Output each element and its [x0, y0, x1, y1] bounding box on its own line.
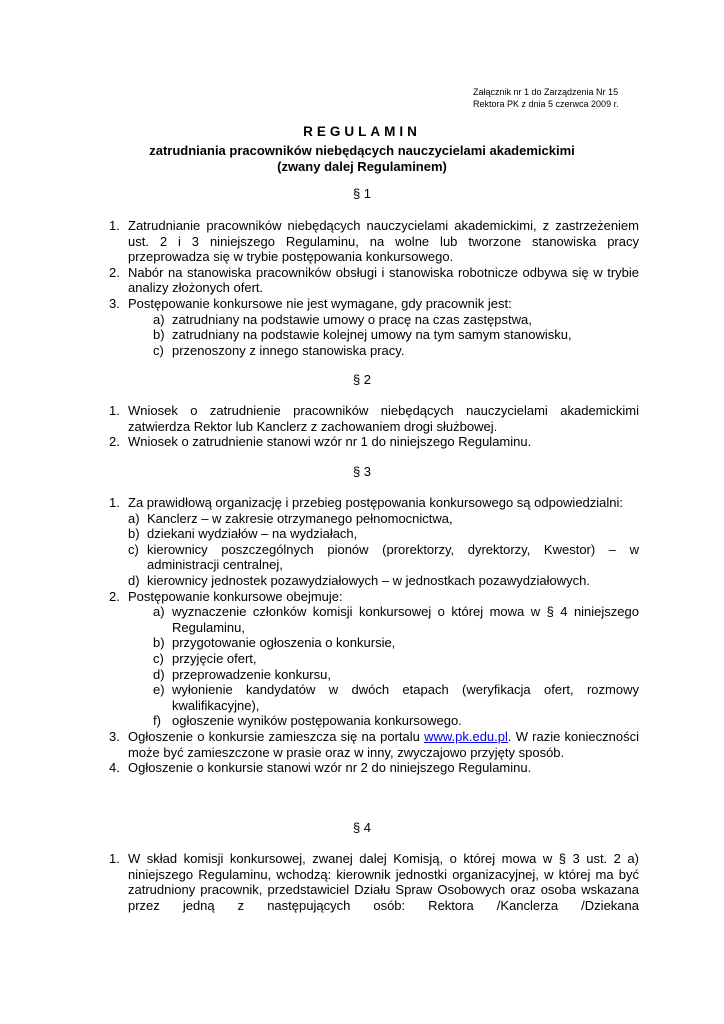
portal-link[interactable]: www.pk.edu.pl — [424, 728, 508, 744]
item-text: Wniosek o zatrudnienie pracowników niebędących nauczycielami akademickimi zatwierdza Rektor lub Kanclerz z zachowaniem drogi służbowej. — [128, 403, 639, 434]
item-text: Postępowanie konkursowe obejmuje: — [128, 588, 343, 604]
sub-letter: c) — [153, 650, 164, 666]
list-item — [109, 589, 639, 605]
sub-text: dziekani wydziałów – na wydziałach, — [147, 526, 358, 542]
sub-text: zatrudniany na podstawie umowy o pracę na czas zastępstwa, — [172, 311, 532, 327]
sub-letter: b) — [153, 635, 165, 651]
sub-letter: b) — [153, 327, 165, 343]
item-text: Za prawidłową organizację i przebieg postępowania konkursowego są odpowiedzialni: — [128, 495, 624, 510]
item-text: Postępowanie konkursowe nie jest wymagane, gdy pracownik jest: — [128, 295, 512, 311]
sub-item — [109, 327, 639, 343]
item-text-pre: Ogłoszenie o konkursie zamieszcza się na portalu — [128, 728, 425, 744]
item-text: Wniosek o zatrudnienie stanowi wzór nr 1 do niniejszego Regulaminu. — [128, 434, 532, 450]
list-item — [109, 296, 639, 312]
sub-letter: e) — [153, 682, 165, 698]
section-1-heading: § 1 — [352, 186, 372, 201]
section-2-heading: § 2 — [352, 372, 372, 387]
section-1-body — [109, 218, 639, 358]
list-item — [109, 851, 639, 913]
document-title: REGULAMIN — [303, 124, 421, 139]
item-number: 1. — [109, 495, 120, 510]
sub-item — [109, 682, 639, 713]
sub-text: przeprowadzenie konkursu, — [172, 666, 331, 682]
sub-text: przyjęcie ofert, — [172, 650, 257, 666]
item-number: 2. — [109, 588, 120, 604]
sub-item — [109, 343, 639, 359]
subtitle-line-1: zatrudniania pracowników niebędących nauczycielami akademickimi — [149, 143, 575, 158]
sub-letter: b) — [128, 526, 140, 542]
sub-item — [109, 667, 639, 683]
item-text: Ogłoszenie o konkursie stanowi wzór nr 2 do niniejszego Regulaminu. — [128, 760, 532, 776]
sub-letter: a) — [153, 311, 165, 327]
sub-text: przenoszony z innego stanowiska pracy. — [172, 342, 405, 358]
item-number: 1. — [109, 218, 120, 233]
list-item — [109, 265, 639, 296]
sub-item — [109, 526, 639, 542]
section-3-body — [109, 495, 639, 776]
sub-letter: c) — [128, 541, 139, 557]
sub-item — [109, 635, 639, 651]
list-item — [109, 760, 639, 776]
item-text: W skład komisji konkursowej, zwanej dalej Komisją, o której mowa w § 3 ust. 2 a) niniejszego Regulaminu, wchodzą: kierownik jednostki organizacyjnej, w której ma być zatrudniony pracownik, przedstawiciel Działu Spraw Osobowych oraz osoba wskazana przez jedną z następujących osób: Rektora /Kanclerza /Dziekana — [128, 851, 639, 913]
list-item — [109, 434, 639, 450]
section-4-body — [109, 851, 639, 913]
section-3-heading: § 3 — [352, 464, 372, 479]
sub-item — [109, 604, 639, 635]
sub-text: wyznaczenie członków komisji konkursowej o której mowa w § 4 niniejszego Regulaminu, — [172, 604, 639, 635]
sub-letter: c) — [153, 342, 164, 358]
sub-item — [109, 713, 639, 729]
sub-letter: a) — [128, 510, 140, 526]
item-text: Zatrudnianie pracowników niebędących nauczycielami akademickimi, z zastrzeżeniem ust. 2 i 3 niniejszego Regulaminu, na wolne lub tworzone stanowiska pracy przeprowadza się w trybie postępowania konkursowego. — [128, 218, 639, 265]
section-4-heading: § 4 — [352, 820, 372, 835]
item-text: Nabór na stanowiska pracowników obsługi i stanowiska robotnicze odbywa się w trybie analizy złożonych ofert. — [128, 264, 639, 296]
sub-item — [109, 511, 639, 527]
sub-item — [109, 573, 639, 589]
sub-text: kierownicy jednostek pozawydziałowych – w jednostkach pozawydziałowych. — [147, 572, 590, 588]
document-subtitle — [0, 143, 724, 175]
list-item — [109, 218, 639, 265]
list-item — [109, 403, 639, 434]
subtitle-line-2: (zwany dalej Regulaminem) — [277, 159, 447, 174]
item-number: 3. — [109, 728, 120, 744]
sub-text: kierownicy poszczególnych pionów (prorektorzy, dyrektorzy, Kwestor) – w administracji centralnej, — [147, 541, 639, 573]
sub-text: zatrudniany na podstawie kolejnej umowy na tym samym stanowisku, — [172, 327, 572, 343]
sub-text: wyłonienie kandydatów w dwóch etapach (weryfikacja ofert, rozmowy kwalifikacyjne), — [172, 682, 639, 713]
item-number: 1. — [109, 851, 120, 866]
item-number: 1. — [109, 403, 120, 418]
annex-line-2: Rektora PK z dnia 5 czerwca 2009 r. — [473, 99, 619, 109]
sub-text: przygotowanie ogłoszenia o konkursie, — [172, 635, 396, 651]
list-item — [109, 495, 639, 511]
list-item — [109, 729, 639, 760]
item-number: 2. — [109, 434, 120, 450]
sub-letter: d) — [128, 572, 140, 588]
sub-text: ogłoszenie wyników postępowania konkursowego. — [172, 713, 462, 729]
item-number: 3. — [109, 295, 120, 311]
section-2-body — [109, 403, 639, 450]
sub-letter: a) — [153, 604, 165, 620]
item-text-post: . W razie konieczności może być zamieszczone w prasie oraz w inny, zwyczajowo przyjęty sposób. — [128, 728, 639, 760]
annex-line-1: Załącznik nr 1 do Zarządzenia Nr 15 — [473, 87, 619, 97]
sub-item — [109, 312, 639, 328]
sub-item — [109, 651, 639, 667]
sub-item — [109, 542, 639, 573]
annex-note — [473, 86, 619, 110]
item-number: 4. — [109, 760, 120, 776]
sub-text: Kanclerz – w zakresie otrzymanego pełnomocnictwa, — [147, 510, 453, 526]
item-number: 2. — [109, 264, 120, 280]
sub-letter: d) — [153, 666, 165, 682]
sub-letter: f) — [153, 713, 161, 729]
